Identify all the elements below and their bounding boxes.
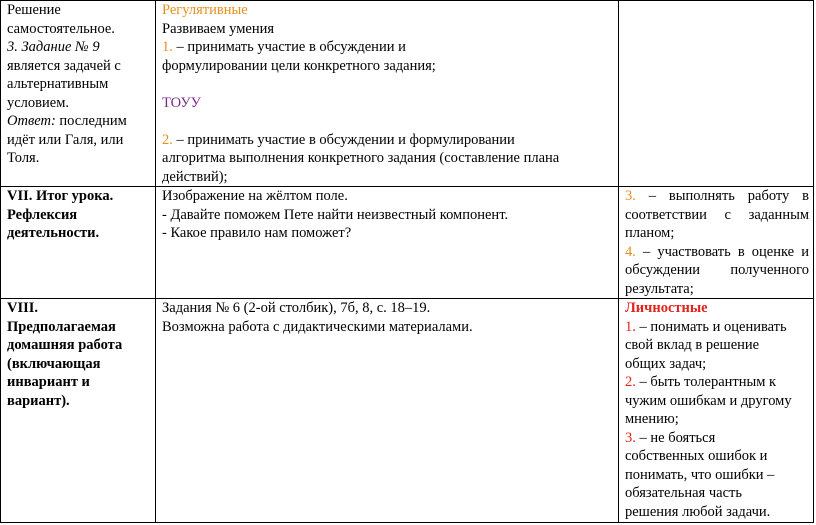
skills-cell xyxy=(619,299,814,523)
content-text: Изображение на жёлтом поле. xyxy=(162,188,348,204)
item-text: действий); xyxy=(162,168,228,185)
stage-text: домашняя работа xyxy=(7,337,123,353)
item-text: – понимать и оценивать xyxy=(635,318,787,335)
answer-label: Ответ: xyxy=(7,113,56,129)
item-text: формулировании цели конкретного задания; xyxy=(162,57,436,74)
table-row xyxy=(1,187,814,299)
skills-cell xyxy=(619,187,814,299)
content-cell xyxy=(156,187,619,299)
stage-cell xyxy=(1,1,156,187)
stage-text: вариант). xyxy=(7,392,70,409)
task-label: 3. Задание № 9 xyxy=(7,39,100,55)
subheading: Развиваем умения xyxy=(162,20,275,37)
stage-text: VIII. xyxy=(7,300,39,316)
stage-text: VII. Итог урока. xyxy=(7,188,114,204)
answer-text: идёт или Галя, или xyxy=(7,131,124,148)
item-text: – принимать участие в обсуждении и формулировании xyxy=(172,131,515,148)
item-text: – участвовать в оценке и обсуждении полученного результата; xyxy=(625,243,809,297)
item-text: – быть толерантным к xyxy=(635,374,777,390)
stage-text: инвариант и xyxy=(7,374,90,390)
table-row xyxy=(1,299,814,523)
stage-text: Решение xyxy=(7,2,61,18)
item-text: обязательная часть xyxy=(625,485,742,501)
stage-text: Рефлексия xyxy=(7,206,78,223)
stage-text: (включающая xyxy=(7,355,101,372)
item-text: алгоритма выполнения конкретного задания (составление плана xyxy=(162,150,560,166)
item-number: 4. xyxy=(625,243,636,260)
item-text: – выполнять работу в соответствии с заданным планом; xyxy=(625,188,809,241)
answer-text: последним xyxy=(55,113,127,129)
content-text: Задания № 6 (2-ой столбик), 7б, 8, с. 18–19. xyxy=(162,300,431,316)
content-cell xyxy=(156,299,619,523)
answer-text: Толя. xyxy=(7,150,40,166)
stage-cell xyxy=(1,187,156,299)
item-text: свой вклад в решение xyxy=(625,337,760,353)
item-text: чужим ошибкам и другому xyxy=(625,392,792,409)
table-row xyxy=(1,1,814,187)
item-text: решения любой задачи. xyxy=(625,503,771,520)
item-number: 2. xyxy=(162,131,173,148)
content-text: - Давайте поможем Пете найти неизвестный компонент. xyxy=(162,206,509,223)
task-text: является задачей с xyxy=(7,57,121,74)
item-number: 1. xyxy=(162,39,173,55)
item-text: общих задач; xyxy=(625,355,707,372)
item-number: 1. xyxy=(625,318,636,335)
touu-label: ТОУУ xyxy=(162,94,201,111)
item-text: – не бояться xyxy=(635,429,716,446)
item-number: 3. xyxy=(625,188,636,204)
content-cell xyxy=(156,1,619,187)
task-text: условием. xyxy=(7,94,70,111)
item-number: 2. xyxy=(625,374,636,390)
skills-cell xyxy=(619,1,814,187)
stage-cell xyxy=(1,299,156,523)
item-text: – принимать участие в обсуждении и xyxy=(172,39,406,55)
item-text: понимать, что ошибки – xyxy=(625,466,775,483)
regulative-heading: Регулятивные xyxy=(162,2,248,18)
stage-text: Предполагаемая xyxy=(7,318,116,335)
task-text: альтернативным xyxy=(7,76,109,92)
content-text: Возможна работа с дидактическими материалами. xyxy=(162,318,473,335)
item-number: 3. xyxy=(625,429,636,446)
item-text: мнению; xyxy=(625,411,679,427)
personal-heading: Личностные xyxy=(625,300,708,316)
content-text: - Какое правило нам поможет? xyxy=(162,225,352,241)
item-text: собственных ошибок и xyxy=(625,448,768,464)
stage-text: самостоятельное. xyxy=(7,20,115,37)
stage-text: деятельности. xyxy=(7,225,100,241)
